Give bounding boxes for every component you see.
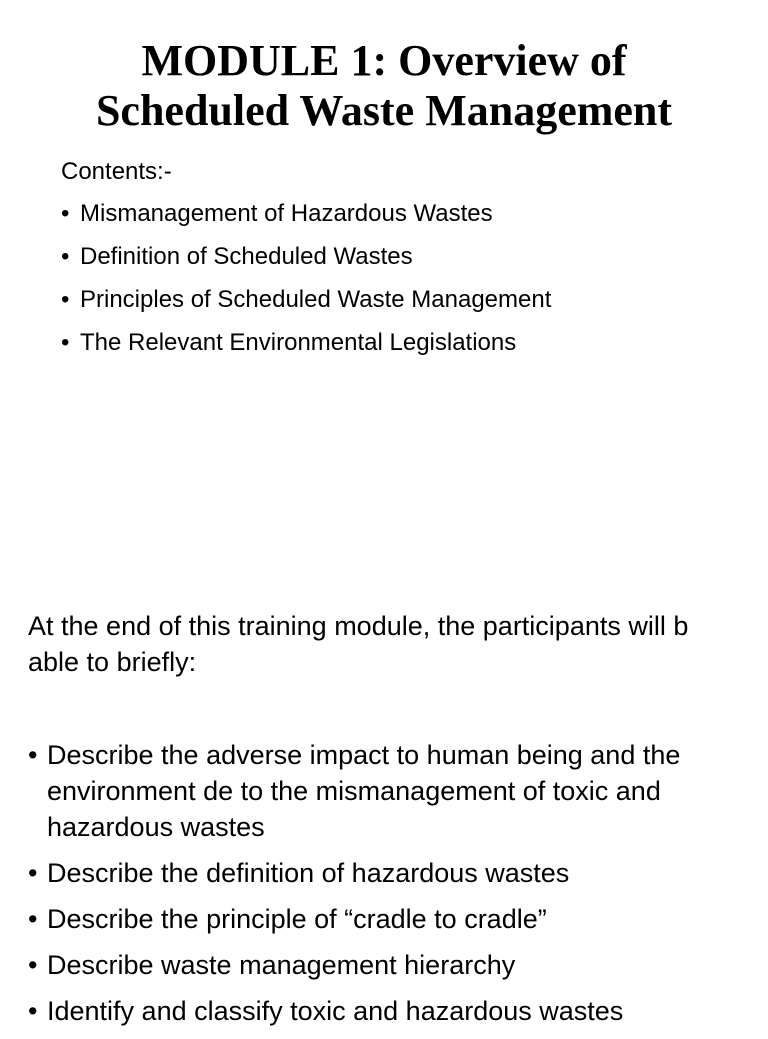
contents-list-item — [61, 198, 551, 230]
contents-item-text: Definition of Scheduled Wastes — [80, 243, 413, 270]
objectives-intro: At the end of this training module, the participants will b able to briefly: — [28, 611, 689, 677]
bullet-icon: • — [61, 329, 70, 356]
objective-item-text: Describe the adverse impact to human being and the environment de to the mismanagement of toxic and hazardous wastes — [47, 740, 681, 842]
bullet-icon: • — [28, 996, 38, 1026]
objective-item-text: Describe the principle of “cradle to cradle” — [47, 904, 547, 934]
bullet-icon: • — [28, 904, 38, 934]
objective-item-text: Describe waste management hierarchy — [47, 950, 516, 980]
contents-list-item — [61, 327, 551, 359]
contents-item-text: The Relevant Environmental Legislations — [80, 329, 517, 356]
contents-item-text: Principles of Scheduled Waste Management — [80, 286, 552, 313]
objectives-list-item — [28, 901, 748, 937]
objectives-list-item — [28, 737, 748, 845]
bullet-icon: • — [28, 740, 38, 770]
slide-title-line-1: MODULE 1: Overview of — [141, 36, 627, 85]
objectives-list-item — [28, 947, 748, 983]
contents-item-text: Mismanagement of Hazardous Wastes — [80, 200, 493, 227]
objectives-list-item — [28, 855, 748, 891]
objective-item-text: Identify and classify toxic and hazardous wastes — [47, 996, 624, 1026]
contents-list-item — [61, 241, 551, 273]
contents-list — [61, 198, 551, 359]
contents-list-item — [61, 284, 551, 316]
contents-heading: Contents:- — [61, 158, 172, 185]
bullet-icon: • — [61, 243, 70, 270]
slide-title — [0, 36, 768, 136]
objectives-list — [28, 737, 748, 1039]
bullet-icon: • — [28, 950, 38, 980]
bullet-icon: • — [28, 858, 38, 888]
bullet-icon: • — [61, 200, 70, 227]
bullet-icon: • — [61, 286, 70, 313]
objectives-section — [28, 608, 748, 1026]
objective-item-text: Describe the definition of hazardous wastes — [47, 858, 570, 888]
contents-section — [61, 156, 551, 370]
slide-title-line-2: Scheduled Waste Management — [95, 86, 673, 135]
